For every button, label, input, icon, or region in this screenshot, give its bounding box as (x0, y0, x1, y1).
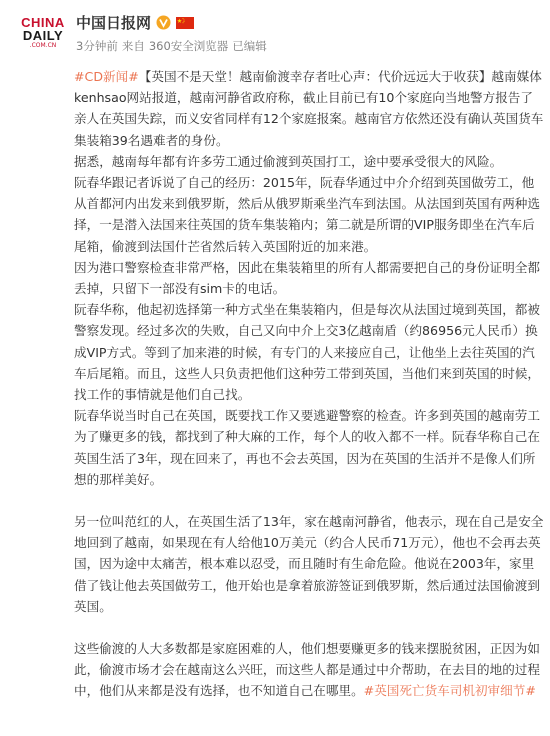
paragraph-8 (74, 638, 544, 702)
spacer (74, 617, 544, 638)
avatar[interactable] (20, 12, 66, 54)
username[interactable]: 中国日报网 (76, 14, 152, 32)
paragraph-1 (74, 66, 544, 151)
post-source: 360安全浏览器 (148, 39, 229, 53)
paragraph-4: 因为港口警察检查非常严格，因此在集装箱里的所有人都需要把自己的身份证明全都丢掉，只留下一部没有sim卡的电话。 (74, 259, 540, 297)
paragraph-7: 另一位叫范红的人，在英国生活了13年，家在越南河静省，他表示，现在自己是安全地回到了越南，如果现在有人给他10万美元（约合人民币71万元），他也不会再去英国，因为途中太痛苦，根本难以忍受，而且随时有生命危险。他说在2003年，家里借了钱让他去英国做劳工，他开始也是拿着旅游签证到俄罗斯，然后通过法国偷渡到英国。 (74, 514, 544, 614)
edited-label: 已编辑 (232, 39, 267, 53)
china-flag-icon (176, 17, 194, 29)
paragraph-1-text: 【英国不是天堂！越南偷渡幸存者吐心声：代价远远大于收获】越南媒体kenhsao网站报道，越南河静省政府称，截止目前已有10个家庭向当地警方报告了亲人在英国失踪，而义安省同样有12个家庭报案。越南官方依然还没有确认英国货车集装箱39名遇难者的身份。 (74, 69, 544, 148)
verified-icon (156, 15, 171, 30)
user-row (76, 12, 194, 33)
post-header (0, 0, 550, 60)
post-content (74, 66, 544, 702)
hashtag-uk-truck-driver[interactable]: #英国死亡货车司机初审细节# (363, 683, 536, 699)
paragraph-8-text: 这些偷渡的人大多数都是家庭困难的人，他们想要赚更多的钱来摆脱贫困，正因为如此，偷渡市场才会在越南这么兴旺，而这些人都是通过中介帮助，在去目的地的过程中，他们从来都是没有选择，也不知道自己在哪里。 (74, 641, 540, 699)
paragraph-3: 阮春华跟记者诉说了自己的经历：2015年，阮春华通过中介介绍到英国做劳工，他从首都河内出发来到俄罗斯，然后从俄罗斯乘坐汽车到法国。从法国到英国有两种选择，一是潜入法国来往英国的货车集装箱内；第二就是所谓的VIP服务即坐在汽车后尾箱，偷渡到法国什芒省然后转入英国附近的加来港。 (74, 175, 540, 254)
paragraph-5: 阮春华称，他起初选择第一种方式坐在集装箱内，但是每次从法国过境到英国，都被警察发现。经过多次的失败，自己又向中介上交3亿越南盾（约86956元人民币）换成VIP方式。等到了加来港的时候，有专门的人来接应自己，让他坐上去往英国的汽车后尾箱。而且，这些人只负责把他们这种劳工带到英国，当他们来到英国的时候，找工作的事情就是他们自己找。 (74, 302, 540, 403)
post-timestamp[interactable]: 3分钟前 (76, 39, 118, 53)
paragraph-2: 据悉，越南每年都有许多劳工通过偷渡到英国打工，途中要承受很大的风险。 (74, 153, 503, 169)
hashtag-cd-news[interactable]: #CD新闻# (74, 69, 139, 84)
logo-text-daily: DAILY (22, 28, 64, 43)
paragraph-6: 阮春华说当时自己在英国，既要找工作又要逃避警察的检查。许多到英国的越南劳工为了赚更多的钱，都找到了种大麻的工作，每个人的收入都不一样。阮春华称自己在英国生活了3年，现在回来了，再也不会去英国，因为在英国的生活并不是像人们所想的那样美好。 (74, 408, 540, 487)
post-meta (76, 38, 267, 54)
logo-text-china: CHINA (21, 15, 65, 30)
source-prefix: 来自 (121, 39, 145, 53)
logo-text-domain: .COM.CN (29, 42, 57, 49)
spacer (74, 490, 544, 511)
